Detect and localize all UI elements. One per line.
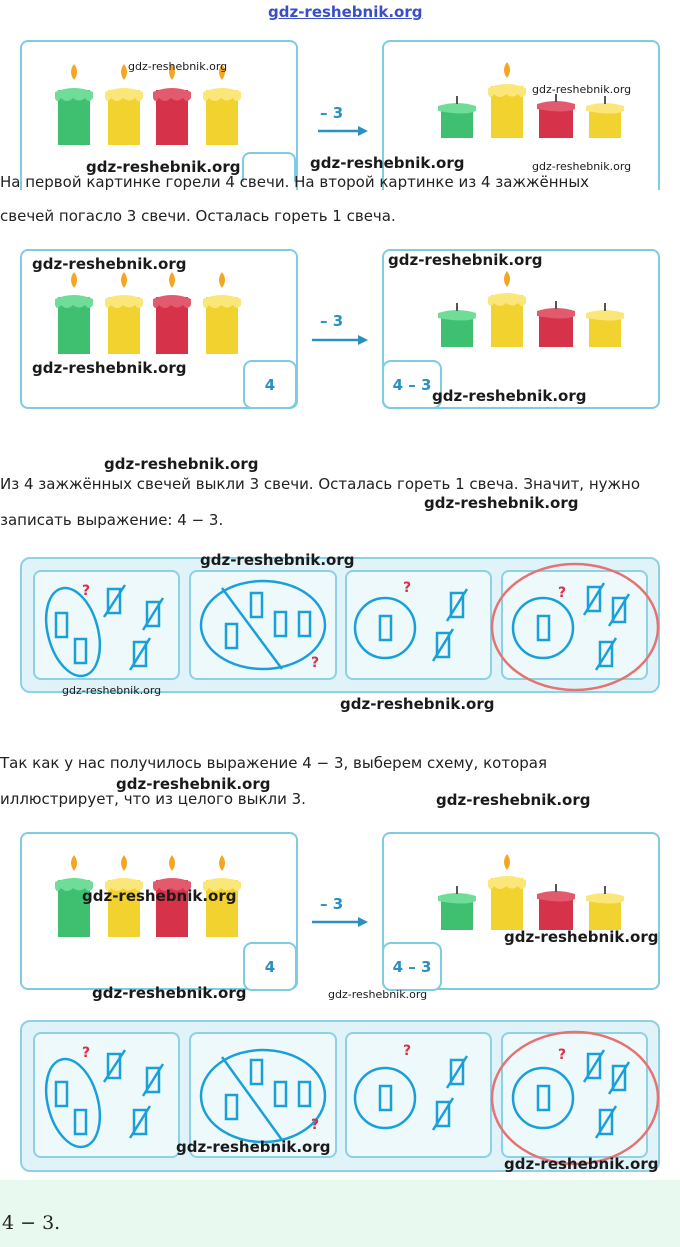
watermark-3b: gdz-reshebnik.org	[424, 494, 579, 512]
arrow-label-1: – 3	[320, 104, 344, 122]
question-mark: ?	[558, 585, 567, 601]
watermark-3a: gdz-reshebnik.org	[104, 455, 259, 473]
schemes-drawing-1	[0, 557, 680, 697]
paragraph-1-line-2: свечей погасло 3 свечи. Осталась гореть 1 свеча.	[0, 207, 396, 225]
right-candles	[438, 62, 624, 138]
watermark-7a: gdz-reshebnik.org	[176, 1138, 331, 1156]
watermark-1a: gdz-reshebnik.org	[128, 60, 228, 73]
watermark-6c: gdz-reshebnik.org	[92, 984, 247, 1002]
lit-candles	[55, 64, 241, 145]
question-mark: ?	[403, 580, 412, 596]
watermark-1c: gdz-reshebnik.org	[86, 158, 241, 176]
question-mark: ?	[311, 655, 320, 671]
highlight-circle	[492, 1032, 658, 1164]
answer-area	[0, 1180, 680, 1247]
number-box-left: 4	[243, 942, 297, 991]
question-mark: ?	[558, 1047, 567, 1063]
highlight-circle	[492, 564, 658, 690]
paragraph-2-line-2: записать выражение: 4 − 3.	[0, 511, 224, 529]
watermark-6a: gdz-reshebnik.org	[82, 887, 237, 905]
arrow-label-3: – 3	[320, 895, 344, 913]
answer-expression: 4 − 3.	[2, 1212, 61, 1234]
arrow-label-2: – 3	[320, 312, 344, 330]
watermark-top[interactable]: gdz-reshebnik.org	[268, 3, 423, 21]
watermark-2c: gdz-reshebnik.org	[32, 359, 187, 377]
question-mark: ?	[311, 1117, 320, 1133]
watermark-5a: gdz-reshebnik.org	[116, 775, 271, 793]
number-box-right: 4 – 3	[382, 942, 442, 991]
paragraph-3-line-1: Так как у нас получилось выражение 4 − 3, выберем схему, которая	[0, 754, 547, 772]
question-mark: ?	[82, 1045, 91, 1061]
paragraph-2-line-1: Из 4 зажжённых свечей выкли 3 свечи. Осталась гореть 1 свеча. Значит, нужно	[0, 475, 641, 493]
watermark-2d: gdz-reshebnik.org	[432, 387, 587, 405]
paragraph-1-line-1: На первой картинке горели 4 свечи. На второй картинке из 4 зажжённых	[0, 173, 590, 191]
paragraph-3-line-2: иллюстрирует, что из целого выкли 3.	[0, 790, 306, 808]
watermark-6b: gdz-reshebnik.org	[504, 928, 659, 946]
watermark-2b: gdz-reshebnik.org	[388, 251, 543, 269]
question-mark: ?	[403, 1043, 412, 1059]
question-mark: ?	[82, 583, 91, 599]
watermark-4c: gdz-reshebnik.org	[340, 695, 495, 713]
watermark-6d: gdz-reshebnik.org	[328, 988, 428, 1001]
number-box-left: 4	[243, 360, 297, 409]
watermark-1b: gdz-reshebnik.org	[532, 83, 632, 96]
watermark-5b: gdz-reshebnik.org	[436, 791, 591, 809]
watermark-2a: gdz-reshebnik.org	[32, 255, 187, 273]
watermark-7b: gdz-reshebnik.org	[504, 1155, 659, 1173]
number-box-right: 4 – 3	[382, 360, 442, 409]
watermark-4a: gdz-reshebnik.org	[200, 551, 355, 569]
watermark-4b: gdz-reshebnik.org	[62, 684, 162, 697]
watermark-1e: gdz-reshebnik.org	[532, 160, 632, 173]
watermark-1d: gdz-reshebnik.org	[310, 154, 465, 172]
